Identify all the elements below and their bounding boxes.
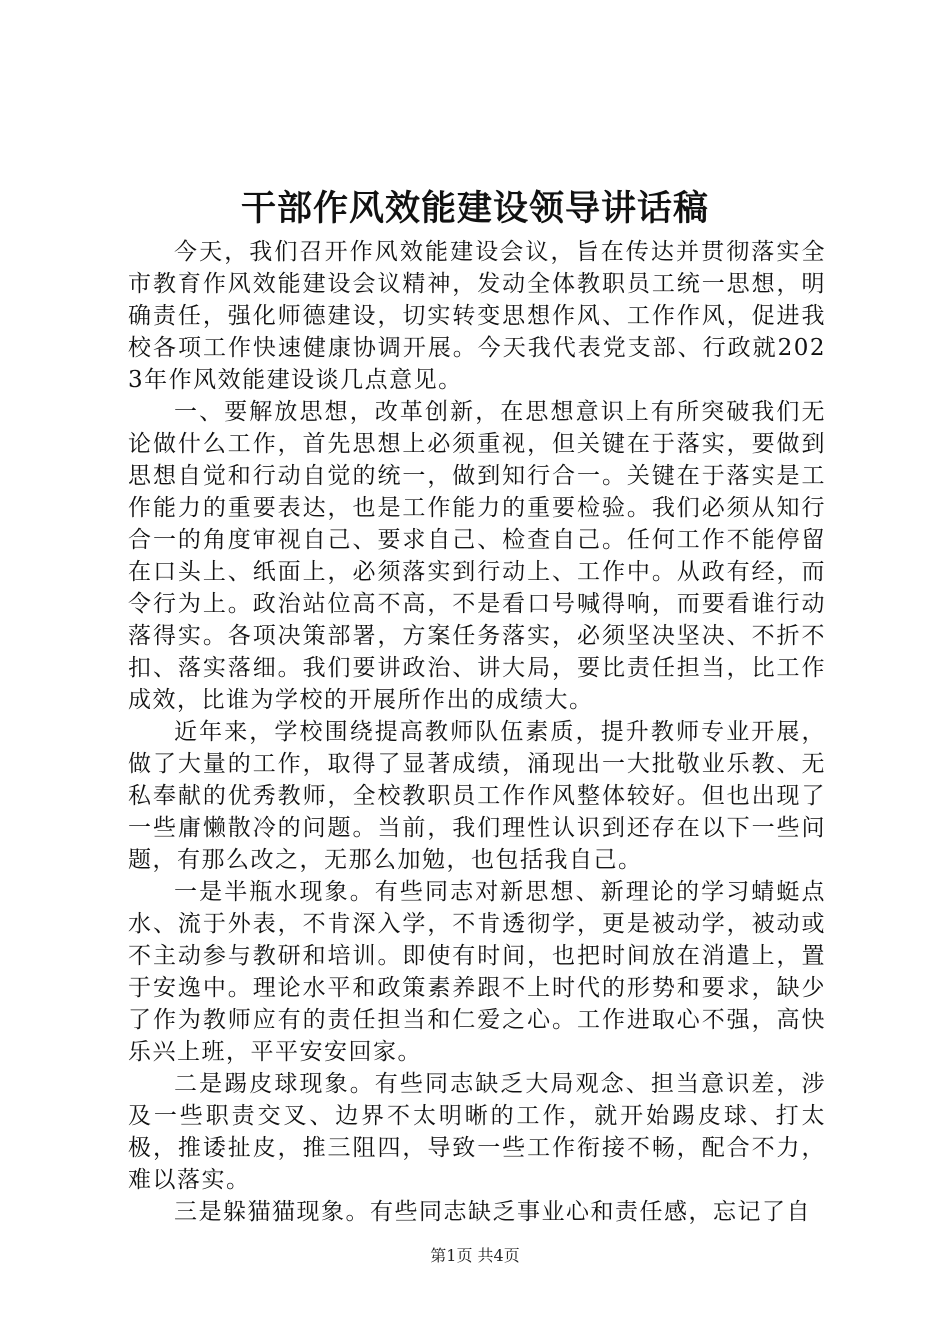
paragraph-point-one: 一、要解放思想，改革创新，在思想意识上有所突破我们无论做什么工作，首先思想上必须重视，但关键在于落实，要做到思想自觉和行动自觉的统一，做到知行合一。关键在于落实是工作能力的重要表达，也是工作能力的重要检验。我们必须从知行合一的角度审视自己、要求自己、检查自己。任何工作不能停留在口头上、纸面上，必须落实到行动上、工作中。从政有经，而令行为上。政治站位高不高，不是看口号喊得响，而要看谁行动落得实。各项决策部署，方案任务落实，必须坚决坚决、不折不扣、落实落细。我们要讲政治、讲大局，要比责任担当，比工作成效，比谁为学校的开展所作出的成绩大。	[128, 399, 826, 713]
document-title: 干部作风效能建设领导讲话稿	[240, 188, 709, 229]
paragraph-kick-ball: 二是踢皮球现象。有些同志缺乏大局观念、担当意识差，涉及一些职责交叉、边界不太明晰的工作，就开始踢皮球、打太极，推诿扯皮，推三阻四，导致一些工作衔接不畅，配合不力，难以落实。	[128, 1071, 826, 1193]
document-body	[128, 236, 826, 1228]
paragraph-hide-seek: 三是躲猫猫现象。有些同志缺乏事业心和责任感，忘记了自	[174, 1199, 811, 1225]
paragraph-intro: 今天，我们召开作风效能建设会议，旨在传达并贯彻落实全市教育作风效能建设会议精神，发动全体教职员工统一思想，明确责任，强化师德建设，切实转变思想作风、工作作风，促进我校各项工作快速健康协调开展。今天我代表党支部、行政就2023年作风效能建设谈几点意见。	[128, 239, 826, 393]
paragraph-recent-years: 近年来，学校围绕提高教师队伍素质，提升教师专业开展，做了大量的工作，取得了显著成绩，涌现出一大批敬业乐教、无私奉献的优秀教师，全校教职员工作作风整体较好。但也出现了一些庸懒散冷的问题。当前，我们理性认识到还存在以下一些问题，有那么改之，无那么加勉，也包括我自己。	[128, 719, 826, 873]
paragraph-half-bottle: 一是半瓶水现象。有些同志对新思想、新理论的学习蜻蜓点水、流于外表，不肯深入学，不肯透彻学，更是被动学，被动或不主动参与教研和培训。即使有时间，也把时间放在消遣上，置于安逸中。理论水平和政策素养跟不上时代的形势和要求，缺少了作为教师应有的责任担当和仁爱之心。工作进取心不强，高快乐兴上班，平平安安回家。	[128, 879, 826, 1065]
page-number-footer: 第1页 共4页	[430, 1246, 520, 1265]
